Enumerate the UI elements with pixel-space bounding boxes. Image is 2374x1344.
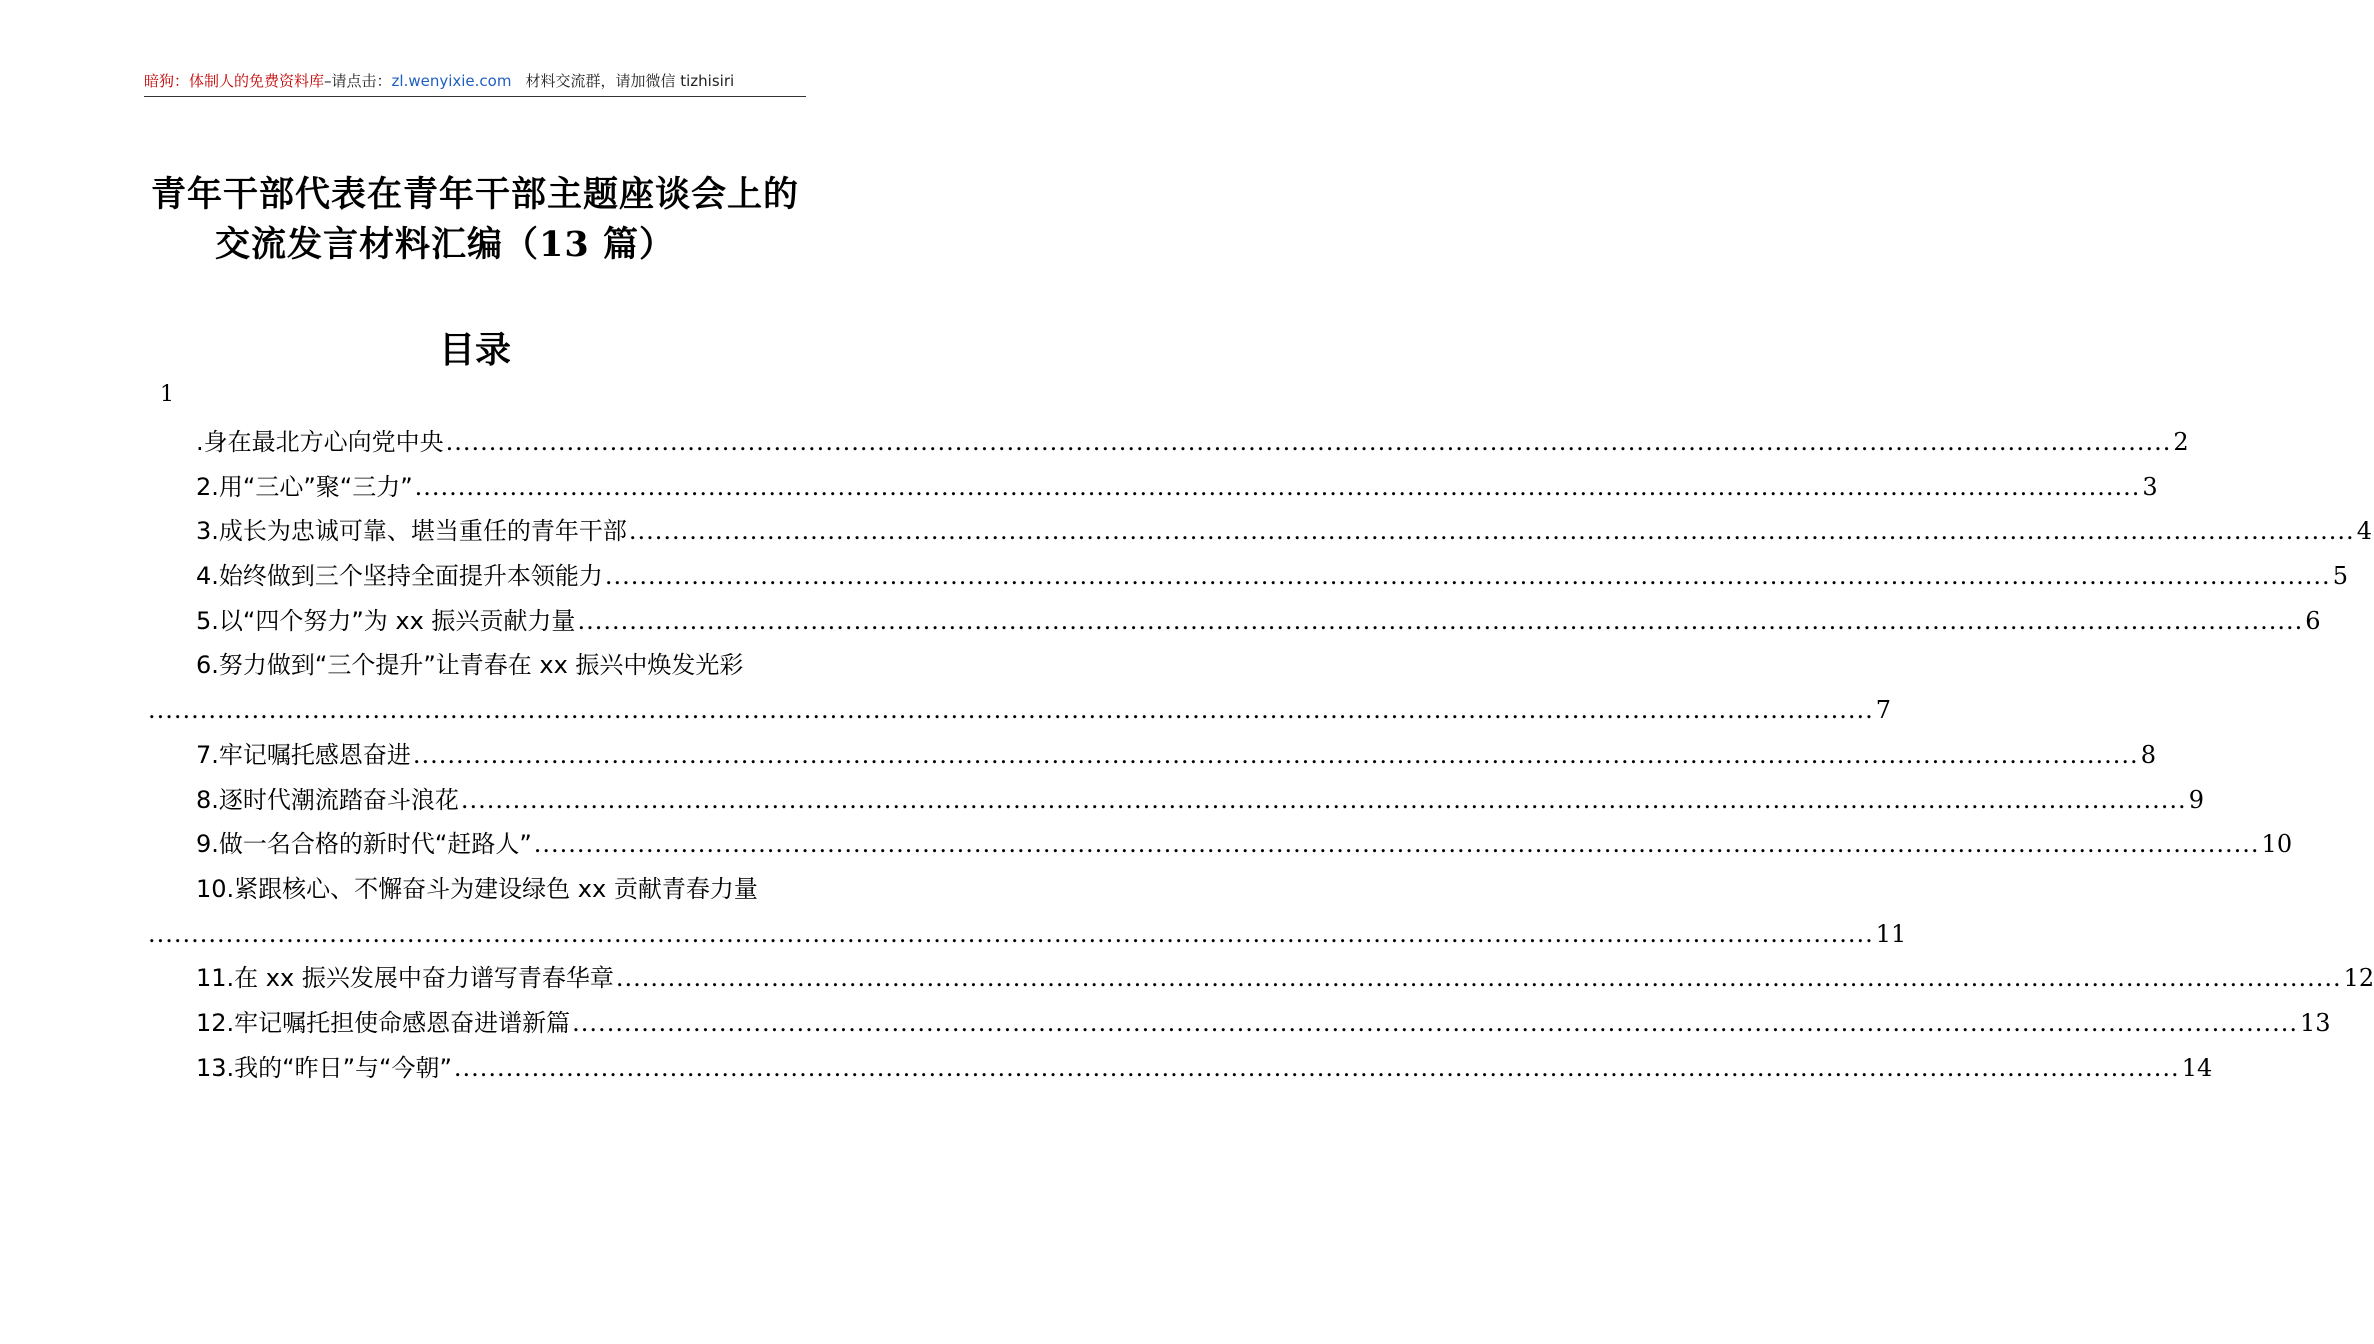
toc-entry-title: .身在最北方心向党中央 [196, 428, 444, 456]
toc-leader: ........................................................................................................................................................................................................ [577, 607, 2304, 635]
toc-entry-page: 6 [2305, 607, 2321, 635]
toc-entry[interactable] [196, 558, 2348, 594]
toc-leader: ........................................................................................................................................................................................................ [615, 964, 2342, 992]
header-link[interactable]: zl.wenyixie.com [391, 72, 512, 90]
toc-entry-continuation[interactable] [146, 692, 1892, 728]
toc-entry-title: 5.以“四个努力”为 xx 振兴贡献力量 [196, 607, 576, 635]
toc-entry-title: 7.牢记嘱托感恩奋进 [196, 741, 411, 769]
toc-entry-page: 2 [2173, 428, 2189, 456]
toc-entry-page: 8 [2140, 741, 2156, 769]
toc-entry-page: 14 [2181, 1054, 2213, 1082]
toc-entry-title: 13.我的“昨日”与“今朝” [196, 1054, 452, 1082]
toc-entry-page: 11 [1875, 920, 1907, 948]
toc-entry[interactable] [196, 1005, 2331, 1041]
toc-entry[interactable] [196, 603, 2321, 639]
toc-entry-page: 12 [2343, 964, 2374, 992]
toc-entry[interactable] [196, 960, 2374, 996]
document-title [0, 170, 950, 270]
toc-leader: ........................................................................................................................................................................................................ [572, 1009, 2298, 1037]
header-brand: 暗狗：体制人的免费资料库 [144, 72, 325, 90]
title-line-2: 交流发言材料汇编（13 篇） [215, 224, 675, 265]
toc-leader: ........................................................................................................................................................................................................ [460, 786, 2187, 814]
toc-entry-title: 4.始终做到三个坚持全面提升本领能力 [196, 562, 603, 590]
toc-entry-title: 6.努力做到“三个提升”让青春在 xx 振兴中焕发光彩 [196, 651, 744, 679]
toc-entry-page: 10 [2261, 830, 2293, 858]
toc-leader: ........................................................................................................................................................................................................ [445, 428, 2172, 456]
toc-entry[interactable] [196, 1050, 2213, 1086]
toc-entry[interactable] [196, 782, 2204, 818]
toc-entry-title: 9.做一名合格的新时代“赶路人” [196, 830, 532, 858]
title-line-1: 青年干部代表在青年干部主题座谈会上的 [150, 174, 799, 215]
toc-entry-title: 10.紧跟核心、不懈奋斗为建设绿色 xx 贡献青春力量 [196, 875, 758, 903]
toc-entry-title: 12.牢记嘱托担使命感恩奋进谱新篇 [196, 1009, 571, 1037]
toc-leader: ........................................................................................................................................................................................................ [412, 741, 2139, 769]
toc-leader: ........................................................................................................................................................................................................ [628, 517, 2355, 545]
toc-entry[interactable] [196, 737, 2156, 773]
toc-entry-title: 2.用“三心”聚“三力” [196, 473, 413, 501]
toc-leader: ........................................................................................................................................................................................................ [453, 1054, 2180, 1082]
toc-entry[interactable] [196, 424, 2189, 460]
toc-leader: ........................................................................................................................................................................................................ [604, 562, 2331, 590]
toc-entry[interactable] [196, 513, 2372, 549]
page-header [144, 68, 806, 97]
toc-leader: ........................................................................................................................................................................................................ [148, 696, 1874, 724]
toc-entry-title: 3.成长为忠诚可靠、堪当重任的青年干部 [196, 517, 627, 545]
toc-entry-page: 13 [2299, 1009, 2331, 1037]
toc-entry-title: 11.在 xx 振兴发展中奋力谱写青春华章 [196, 964, 614, 992]
toc-entry-page: 5 [2332, 562, 2348, 590]
toc-entry[interactable] [196, 871, 806, 907]
toc-entry-page: 9 [2188, 786, 2204, 814]
toc-entry-title: 8.逐时代潮流踏奋斗浪花 [196, 786, 459, 814]
toc-entry-page: 4 [2356, 517, 2372, 545]
toc-entry[interactable] [196, 826, 2293, 862]
toc-entry-page: 3 [2142, 473, 2158, 501]
toc-entry-continuation[interactable] [146, 916, 1907, 952]
toc-heading: 目录 [438, 329, 511, 371]
toc-entry[interactable] [196, 647, 806, 683]
header-contact: 材料交流群，请加微信 tizhisiri [525, 72, 735, 90]
stray-number: 1 [160, 382, 174, 407]
toc-leader: ........................................................................................................................................................................................................ [533, 830, 2260, 858]
header-prompt: –请点击： [324, 72, 392, 90]
toc-leader: ........................................................................................................................................................................................................ [148, 920, 1874, 948]
toc-entry-page: 7 [1875, 696, 1892, 724]
toc-leader: ........................................................................................................................................................................................................ [414, 473, 2141, 501]
toc-entry[interactable] [196, 469, 2158, 505]
